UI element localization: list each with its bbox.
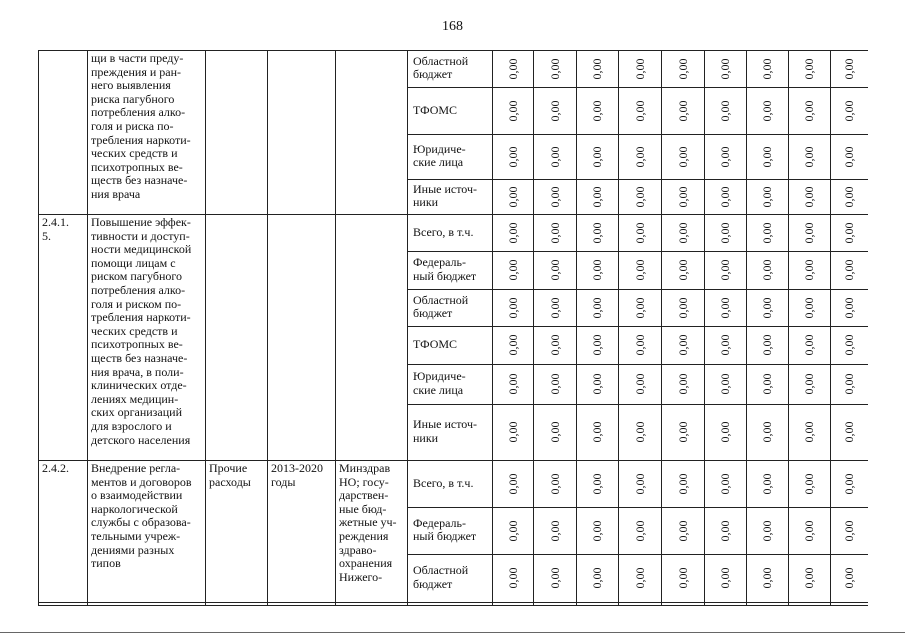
- amount-value: 0,00: [547, 58, 562, 79]
- amount-value: 0,00: [632, 473, 647, 494]
- budget-table: [38, 50, 868, 606]
- amount-value: 0,00: [632, 146, 647, 167]
- amount-value: 0,00: [547, 222, 562, 243]
- page-number: 168: [442, 19, 463, 34]
- amount-value: 0,00: [547, 421, 562, 443]
- amount-value: 0,00: [590, 567, 604, 589]
- amount-value: 0,00: [590, 100, 604, 121]
- amount-value: 0,00: [675, 373, 690, 395]
- amount-value: 0,00: [760, 473, 774, 494]
- funding-source: Юридиче- ские лица: [413, 369, 466, 397]
- amount-value: 0,00: [802, 297, 816, 318]
- amount-value: 0,00: [718, 520, 732, 541]
- amount-value: 0,00: [842, 520, 856, 541]
- amount-value: 0,00: [675, 334, 690, 356]
- amount-value: 0,00: [632, 334, 647, 356]
- amount-value: 0,00: [802, 334, 816, 356]
- amount-value: 0,00: [802, 520, 816, 541]
- funding-source: ТФОМС: [413, 337, 458, 352]
- funding-source: Юридиче- ские лица: [413, 141, 466, 170]
- amount-value: 0,00: [505, 58, 520, 79]
- amount-value: 0,00: [590, 186, 604, 207]
- amount-value: 0,00: [760, 297, 774, 318]
- amount-value: 0,00: [842, 100, 856, 121]
- amount-value: 0,00: [632, 520, 647, 541]
- amount-value: 0,00: [760, 421, 774, 443]
- amount-value: 0,00: [842, 373, 856, 395]
- funding-source: Федераль- ный бюджет: [413, 515, 477, 544]
- amount-value: 0,00: [675, 567, 690, 589]
- amount-value: 0,00: [505, 334, 520, 356]
- amount-value: 0,00: [505, 297, 520, 318]
- amount-value: 0,00: [802, 186, 816, 207]
- amount-value: 0,00: [590, 373, 604, 395]
- item-name: Внедрение регла- ментов и договоров о взаимодействии наркологической службы с образова- тельными учреж- дениями разных типов: [91, 461, 192, 571]
- amount-value: 0,00: [505, 146, 520, 167]
- amount-value: 0,00: [590, 334, 604, 356]
- amount-value: 0,00: [675, 222, 690, 243]
- amount-value: 0,00: [718, 473, 732, 494]
- amount-value: 0,00: [760, 334, 774, 356]
- amount-value: 0,00: [675, 421, 690, 443]
- amount-value: 0,00: [632, 222, 647, 243]
- amount-value: 0,00: [718, 222, 732, 243]
- amount-value: 0,00: [842, 58, 856, 79]
- amount-value: 0,00: [675, 520, 690, 541]
- amount-value: 0,00: [718, 58, 732, 79]
- amount-value: 0,00: [842, 473, 856, 494]
- amount-value: 0,00: [675, 186, 690, 207]
- funding-source: Всего, в т.ч.: [413, 475, 474, 490]
- amount-value: 0,00: [718, 567, 732, 589]
- amount-value: 0,00: [590, 421, 604, 443]
- amount-value: 0,00: [802, 473, 816, 494]
- amount-value: 0,00: [675, 297, 690, 318]
- amount-value: 0,00: [547, 334, 562, 356]
- funding-source: Федераль- ный бюджет: [413, 255, 477, 283]
- funding-source: Областной бюджет: [413, 53, 469, 82]
- item-code: 2.4.2.: [42, 461, 69, 475]
- amount-value: 0,00: [547, 100, 562, 121]
- amount-value: 0,00: [760, 259, 774, 281]
- amount-value: 0,00: [505, 373, 520, 395]
- amount-value: 0,00: [760, 520, 774, 541]
- amount-value: 0,00: [842, 146, 856, 167]
- item-name: щи в части преду- преждения и ран- него выявления риска пагубного потребления алко- голя и риска по- требления наркоти- ческих средств и психотропных ве- ществ без назначе- ния врача: [91, 51, 191, 201]
- amount-value: 0,00: [590, 297, 604, 318]
- amount-value: 0,00: [802, 567, 816, 589]
- amount-value: 0,00: [547, 373, 562, 395]
- amount-value: 0,00: [802, 421, 816, 443]
- amount-value: 0,00: [760, 100, 774, 121]
- amount-value: 0,00: [802, 222, 816, 243]
- amount-value: 0,00: [675, 58, 690, 79]
- amount-value: 0,00: [718, 259, 732, 281]
- funding-source: Иные источ- ники: [413, 417, 478, 445]
- funding-source: Иные источ- ники: [413, 181, 478, 210]
- amount-value: 0,00: [505, 259, 520, 281]
- amount-value: 0,00: [590, 58, 604, 79]
- amount-value: 0,00: [632, 259, 647, 281]
- amount-value: 0,00: [760, 567, 774, 589]
- amount-value: 0,00: [590, 146, 604, 167]
- amount-value: 0,00: [842, 186, 856, 207]
- amount-value: 0,00: [505, 186, 520, 207]
- period: 2013-2020 годы: [271, 461, 323, 489]
- amount-value: 0,00: [718, 146, 732, 167]
- amount-value: 0,00: [632, 297, 647, 318]
- amount-value: 0,00: [718, 334, 732, 356]
- amount-value: 0,00: [802, 146, 816, 167]
- funding-source: Областной бюджет: [413, 292, 469, 321]
- amount-value: 0,00: [632, 100, 647, 121]
- amount-value: 0,00: [718, 186, 732, 207]
- amount-value: 0,00: [802, 100, 816, 121]
- amount-value: 0,00: [590, 473, 604, 494]
- amount-value: 0,00: [718, 100, 732, 121]
- amount-value: 0,00: [760, 186, 774, 207]
- amount-value: 0,00: [675, 473, 690, 494]
- amount-value: 0,00: [632, 186, 647, 207]
- amount-value: 0,00: [547, 567, 562, 589]
- amount-value: 0,00: [505, 421, 520, 443]
- amount-value: 0,00: [505, 100, 520, 121]
- amount-value: 0,00: [802, 373, 816, 395]
- amount-value: 0,00: [760, 146, 774, 167]
- amount-value: 0,00: [842, 297, 856, 318]
- amount-value: 0,00: [760, 58, 774, 79]
- amount-value: 0,00: [590, 259, 604, 281]
- amount-value: 0,00: [590, 520, 604, 541]
- amount-value: 0,00: [718, 373, 732, 395]
- amount-value: 0,00: [505, 520, 520, 541]
- amount-value: 0,00: [842, 567, 856, 589]
- amount-value: 0,00: [802, 58, 816, 79]
- amount-value: 0,00: [505, 567, 520, 589]
- amount-value: 0,00: [632, 373, 647, 395]
- amount-value: 0,00: [842, 421, 856, 443]
- expense-type: Прочие расходы: [209, 461, 251, 489]
- amount-value: 0,00: [547, 146, 562, 167]
- amount-value: 0,00: [547, 520, 562, 541]
- amount-value: 0,00: [718, 297, 732, 318]
- amount-value: 0,00: [547, 186, 562, 207]
- amount-value: 0,00: [760, 373, 774, 395]
- amount-value: 0,00: [760, 222, 774, 243]
- amount-value: 0,00: [675, 100, 690, 121]
- funding-source: Областной бюджет: [413, 563, 469, 591]
- amount-value: 0,00: [675, 146, 690, 167]
- amount-value: 0,00: [547, 473, 562, 494]
- amount-value: 0,00: [802, 259, 816, 281]
- amount-value: 0,00: [505, 473, 520, 494]
- scan-edge-line: [0, 632, 905, 633]
- amount-value: 0,00: [505, 222, 520, 243]
- funding-source: ТФОМС: [413, 102, 458, 117]
- amount-value: 0,00: [842, 334, 856, 356]
- amount-value: 0,00: [590, 222, 604, 243]
- amount-value: 0,00: [842, 259, 856, 281]
- item-name: Повышение эффек- тивности и доступ- ности медицинской помощи лицам с риском пагубного потребления алко- голя и риском по- требления наркоти- ческих средств и психотропных ве- ществ без назначе- ния врача, в поли- клинических отде- лениях медицин- ских организаций для взрослого и детского населения: [91, 215, 192, 447]
- funding-source: Всего, в т.ч.: [413, 224, 474, 239]
- amount-value: 0,00: [632, 58, 647, 79]
- amount-value: 0,00: [842, 222, 856, 243]
- amount-value: 0,00: [718, 421, 732, 443]
- amount-value: 0,00: [632, 421, 647, 443]
- item-code: 2.4.1. 5.: [42, 215, 69, 243]
- amount-value: 0,00: [547, 259, 562, 281]
- executor: Минздрав НО; госу- дарствен- ные бюд- жетные уч- реждения здраво- охранения Нижего-: [339, 461, 397, 584]
- amount-value: 0,00: [632, 567, 647, 589]
- amount-value: 0,00: [547, 297, 562, 318]
- amount-value: 0,00: [675, 259, 690, 281]
